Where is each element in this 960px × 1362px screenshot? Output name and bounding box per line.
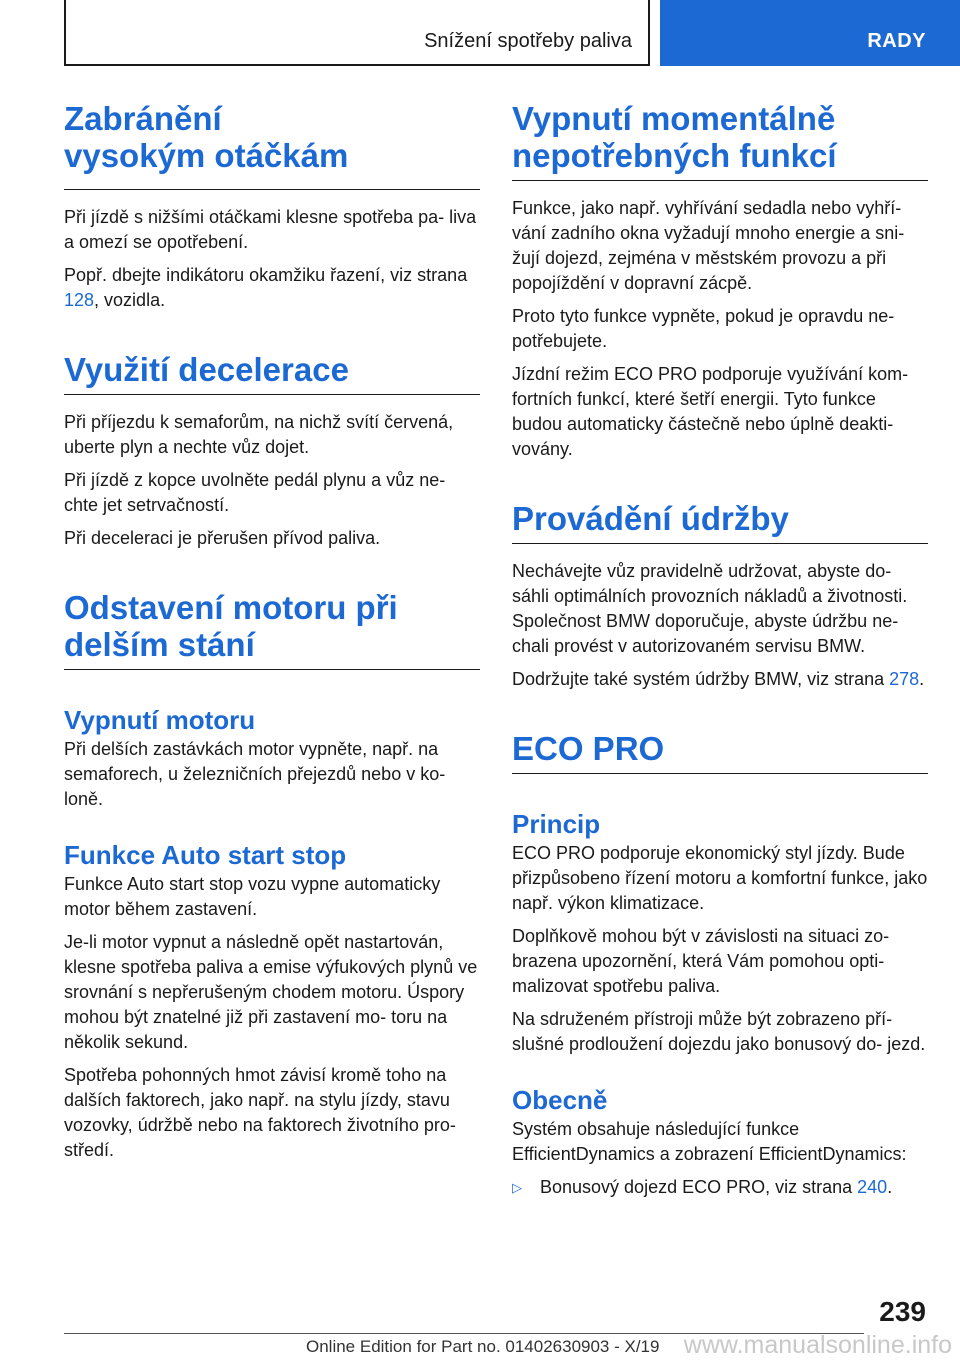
section-title-box — [64, 0, 650, 66]
paragraph: ECO PRO podporuje ekonomický styl jízdy. Bude přizpůsobeno řízení motoru a komfortní funkce, jako např. výkon klimatizace. — [512, 843, 928, 913]
list-item — [512, 1175, 928, 1200]
text: Bonusový dojezd ECO PRO, viz strana — [540, 1177, 858, 1197]
text: . — [919, 669, 925, 689]
text: , vozidla. — [94, 290, 166, 310]
paragraph: Jízdní režim ECO PRO podporuje využívání kom- fortních funkcí, které šetří energii. Tyto funkce budou automaticky částečně nebo úplně deakti- vovány. — [512, 364, 909, 459]
paragraph: Na sdruženém přístroji může být zobrazeno pří- slušné prodloužení dojezdu jako bonusový do- jezd. — [512, 1009, 926, 1054]
paragraph: Proto tyto funkce vypněte, pokud je opravdu ne- potřebujete. — [512, 306, 895, 351]
heading-eco-pro: ECO PRO — [512, 730, 928, 774]
paragraph: Systém obsahuje následující funkce EfficientDynamics a zobrazení EfficientDynamics: — [512, 1119, 907, 1164]
paragraph: Při příjezdu k semaforům, na nichž svítí červená, uberte plyn a nechte vůz dojet. — [64, 412, 454, 457]
paragraph: Nechávejte vůz pravidelně udržovat, abyste do- sáhli optimálních provozních nákladů a životnosti. Společnost BMW doporučuje, abyste údržbu ne- chali provést v autorizovaném servisu BMW. — [512, 561, 908, 656]
triangle-bullet-icon: ▷ — [512, 1180, 522, 1195]
heading-high-revs: Zabránění vysokým otáčkám — [64, 100, 349, 174]
text: Dodržujte také systém údržby BMW, viz strana — [512, 669, 890, 689]
watermark: www.manualsonline.info — [683, 1331, 952, 1359]
subheading-engine-off: Vypnutí motoru — [64, 705, 256, 735]
page-reference-link[interactable]: 240 — [857, 1177, 888, 1197]
text: . — [887, 1177, 893, 1197]
list-item-text — [540, 1175, 892, 1200]
paragraph: Doplňkově mohou být v závislosti na situaci zo- brazena upozornění, která Vám pomohou opti- malizovat spotřebu paliva. — [512, 926, 890, 996]
paragraph: Funkce Auto start stop vozu vypne automaticky motor během zastavení. — [64, 874, 441, 919]
paragraph — [64, 263, 480, 313]
page-reference-link[interactable]: 278 — [889, 669, 920, 689]
section-title: Snížení spotřeby paliva — [424, 30, 632, 52]
subheading-general: Obecně — [512, 1085, 608, 1115]
paragraph: Při deceleraci je přerušen přívod paliva. — [64, 528, 381, 548]
page-reference-link[interactable]: 128 — [64, 290, 95, 310]
paragraph: Spotřeba pohonných hmot závisí kromě toho na dalších faktorech, jako např. na stylu jízdy, stavu vozovky, údržbě nebo na faktorech životního pro- středí. — [64, 1065, 456, 1160]
heading-rule — [64, 189, 480, 190]
paragraph: Při jízdě z kopce uvolněte pedál plynu a vůz ne- chte jet setrvačností. — [64, 470, 446, 515]
paragraph: Při delších zastávkách motor vypněte, např. na semaforech, u železničních přejezdů nebo v ko- loně. — [64, 739, 446, 809]
page-header — [0, 0, 960, 66]
paragraph: Funkce, jako např. vyhřívání sedadla nebo vyhří- vání zadního okna vyžadují mnoho energie a sni- žují dojezd, zejména v městském provozu a při popojíždění v dopravní zácpě. — [512, 198, 905, 293]
subheading-auto-start-stop: Funkce Auto start stop — [64, 840, 347, 870]
heading-engine-off: Odstavení motoru při delším stání — [64, 589, 480, 670]
left-column — [64, 100, 480, 1171]
footer-edition: Online Edition for Part no. 01402630903 - X/19 — [306, 1337, 660, 1356]
chapter-label: RADY — [867, 30, 926, 52]
right-column — [512, 100, 928, 1200]
heading-deceleration: Využití decelerace — [64, 351, 480, 395]
text: Popř. dbejte indikátoru okamžiku řazení, viz strana — [64, 265, 468, 285]
subheading-principle: Princip — [512, 809, 601, 839]
paragraph — [512, 667, 928, 692]
paragraph: Při jízdě s nižšími otáčkami klesne spotřeba pa- liva a omezí se opotřebení. — [64, 207, 477, 252]
chapter-tab — [660, 0, 960, 66]
page-number: 239 — [879, 1296, 926, 1327]
paragraph: Je-li motor vypnut a následně opět nastartován, klesne spotřeba paliva a emise výfukových plynů ve srovnání s nepřerušeným chodem motoru. Úspory mohou být znatelné již při zastavení mo- toru na několik sekund. — [64, 932, 478, 1052]
heading-unneeded-functions: Vypnutí momentálně nepotřebných funkcí — [512, 100, 928, 181]
heading-maintenance: Provádění údržby — [512, 500, 928, 544]
